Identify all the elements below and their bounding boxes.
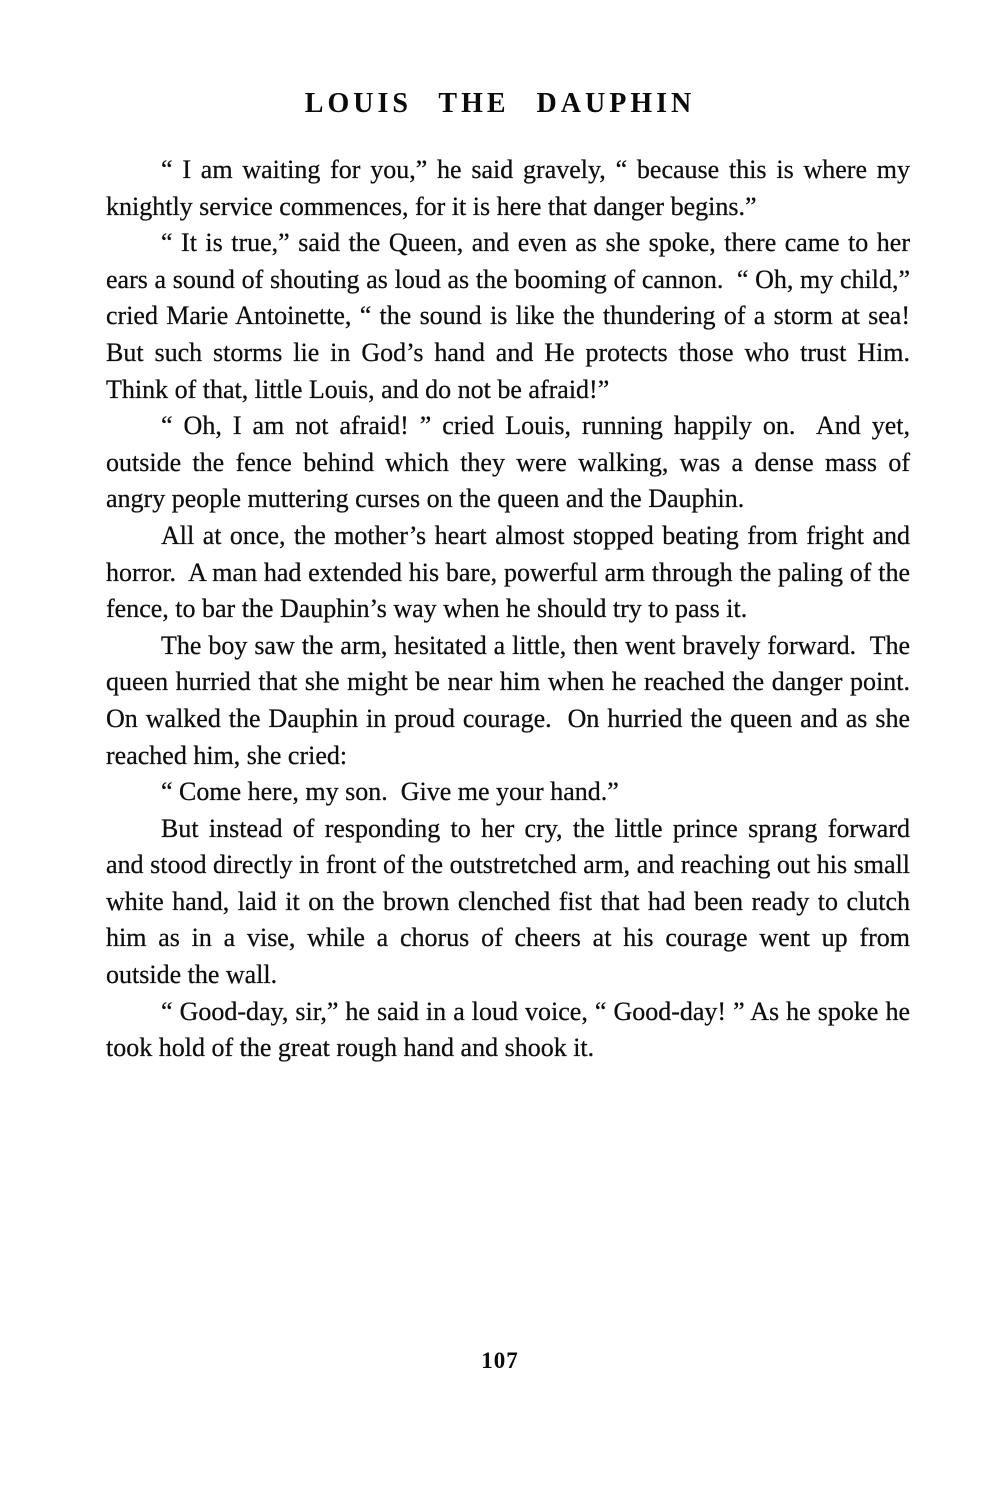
paragraph: The boy saw the arm, hesitated a little, then went bravely forward. The queen hurried that she might be near him when he reached the danger point. On walked the Dauphin in proud courage. On hurried the queen and as she reached him, she cried:	[106, 630, 923, 770]
paragraph: “ It is true,” said the Queen, and even as she spoke, there came to her ears a sound of shouting as loud as the booming of cannon. “ Oh, my child,” cried Marie Antoinette, “ the sound is like the thundering of a storm at sea! But such storms lie in God’s hand and He protects those who trust Him. Think of that, little Louis, and do not be afraid!”	[106, 228, 923, 404]
paragraph: But instead of responding to her cry, the little prince sprang forward and stood directly in front of the outstretched arm, and reaching out his small white hand, laid it on the brown clenched fist that had been ready to clutch him as in a vise, while a chorus of cheers at his courage went up from outside the wall.	[106, 813, 917, 990]
paragraph: “ Come here, my son. Give me your hand.”	[161, 777, 619, 807]
page-number: 107	[481, 1348, 519, 1373]
paragraph: “ Good-day, sir,” he said in a loud voice, “ Good-day! ” As he spoke he took hold of the great rough hand and shook it.	[106, 996, 917, 1063]
page-heading: LOUIS THE DAUPHIN	[304, 88, 696, 119]
paragraph: All at once, the mother’s heart almost stopped beating from fright and horror. A man had extended his bare, powerful arm through the paling of the fence, to bar the Dauphin’s way when he should try to pass it.	[106, 520, 917, 624]
paragraph: “ Oh, I am not afraid! ” cried Louis, running happily on. And yet, outside the fence behind which they were walking, was a dense mass of angry people muttering curses on the queen and the Dauphin.	[106, 411, 917, 514]
page-text	[0, 120, 1000, 1067]
paragraph: “ I am waiting for you,” he said gravely, “ because this is where my knightly service commences, for it is here that danger begins.”	[106, 155, 917, 221]
